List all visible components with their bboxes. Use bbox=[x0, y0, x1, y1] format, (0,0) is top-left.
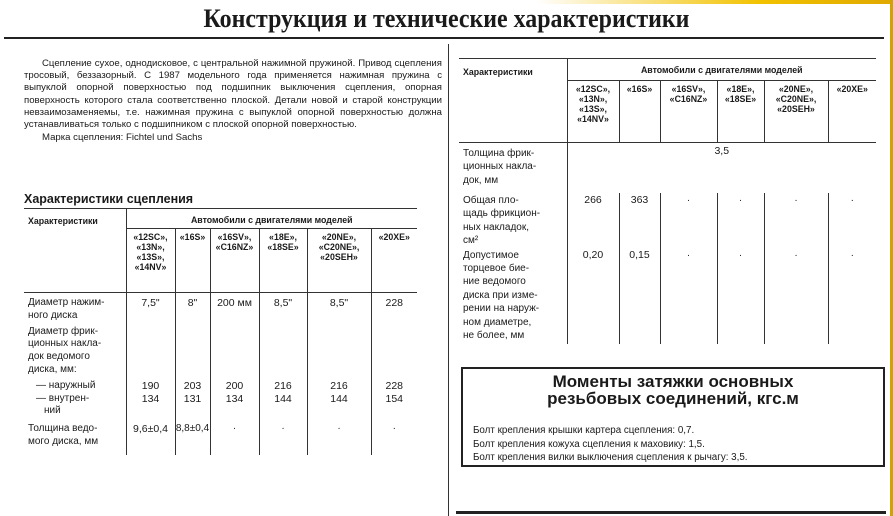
bottom-rule bbox=[456, 511, 886, 514]
torque-item: Болт крепления крышки картера сцепления: 0,7. bbox=[473, 425, 695, 436]
table-row bbox=[459, 248, 876, 345]
model-header: «20XE» bbox=[828, 81, 876, 143]
cell: · bbox=[717, 248, 764, 345]
row-label: — внутрен- ний bbox=[36, 392, 90, 417]
cell: 228 bbox=[371, 293, 417, 323]
cell: 200 мм bbox=[210, 293, 259, 323]
cell: 216 bbox=[307, 377, 371, 393]
torque-box bbox=[461, 367, 885, 467]
cell: 216 bbox=[259, 377, 307, 393]
model-header: «18E», «18SE» bbox=[717, 81, 764, 143]
clutch-table-heading: Характеристики сцепления bbox=[24, 192, 194, 206]
cell: · bbox=[210, 418, 259, 455]
col-header-characteristics: Характеристики bbox=[24, 209, 126, 293]
torque-title: Моменты затяжки основных резьбовых соединений, кгс.м bbox=[547, 372, 799, 408]
page-title: Конструкция и технические характеристики bbox=[203, 4, 690, 33]
friction-lining-table bbox=[459, 58, 876, 344]
model-header: «20NE», «C20NE», «20SEH» bbox=[307, 229, 371, 293]
cell: 190 bbox=[126, 377, 175, 393]
cell: 134 bbox=[210, 393, 259, 419]
cell: 7,5" bbox=[126, 293, 175, 323]
clutch-brand: Марка сцепления: Fichtel und Sachs bbox=[42, 132, 203, 144]
cell: 8,5" bbox=[307, 293, 371, 323]
cell: · bbox=[660, 193, 717, 248]
table-row bbox=[24, 323, 417, 377]
title-rule bbox=[4, 37, 884, 39]
cell: 3,5 bbox=[567, 143, 876, 194]
row-label: Диаметр нажим- ного диска bbox=[28, 297, 105, 321]
cell: 154 bbox=[371, 393, 417, 419]
intro-text bbox=[24, 58, 442, 144]
table-row bbox=[24, 393, 417, 419]
row-label: Диаметр фрик- ционных накла- док ведомого диска, мм: bbox=[28, 325, 102, 375]
cell: 266 bbox=[567, 193, 619, 248]
cell: · bbox=[764, 193, 828, 248]
cell: · bbox=[764, 248, 828, 345]
model-header: «20NE», «C20NE», «20SEH» bbox=[764, 81, 828, 143]
cell: 203 bbox=[175, 377, 210, 393]
clutch-characteristics-table bbox=[24, 208, 417, 455]
torque-item: Болт крепления кожуха сцепления к маховику: 1,5. bbox=[473, 438, 705, 450]
cell: 363 bbox=[619, 193, 660, 248]
cell: · bbox=[717, 193, 764, 248]
cell: · bbox=[828, 248, 876, 345]
cell: 200 bbox=[210, 377, 259, 393]
torque-list bbox=[473, 424, 748, 465]
model-header: «16SV», «C16NZ» bbox=[660, 81, 717, 143]
intro-paragraph: Сцепление сухое, однодисковое, с центральной нажимной пружиной. Привод сцепления тросовый, беззазорный. С 1987 модельного года применяется нажимная пружина с выпуклой опорной поверхностью под подшипник выключения сцепления, опорная поверхность которого стала соответственно плоской. Детали новой и старой конструкции невзаимозаменяемы, т.е. нажимная пружина с выпуклой опорной поверхностью должна устанавливаться только с подшипником с плоской опорной поверхностью. bbox=[24, 58, 442, 131]
row-label: Допустимое торцевое бие- ние ведомого диска при изме- рении на наруж- ном диаметре, не более, мм bbox=[463, 249, 540, 342]
cell: 228 bbox=[371, 377, 417, 393]
cell: 0,20 bbox=[567, 248, 619, 345]
group-header: Автомобили с двигателями моделей bbox=[126, 209, 417, 229]
model-header: «16SV», «C16NZ» bbox=[210, 229, 259, 293]
table-row bbox=[24, 418, 417, 455]
cell: 144 bbox=[259, 393, 307, 419]
model-header: «18E», «18SE» bbox=[259, 229, 307, 293]
cell: 131 bbox=[175, 393, 210, 419]
cell: 8,5" bbox=[259, 293, 307, 323]
cell: · bbox=[307, 418, 371, 455]
model-header: «12SC», «13N», «13S», «14NV» bbox=[567, 81, 619, 143]
column-divider bbox=[448, 44, 449, 516]
row-label: Толщина фрик- ционных накла- док, мм bbox=[463, 148, 537, 186]
cell: · bbox=[828, 193, 876, 248]
cell: · bbox=[259, 418, 307, 455]
table-row bbox=[459, 143, 876, 194]
cell: 9,6±0,4 bbox=[126, 418, 175, 455]
model-header: «12SC», «13N», «13S», «14NV» bbox=[126, 229, 175, 293]
table-row bbox=[459, 193, 876, 248]
model-header: «20XE» bbox=[371, 229, 417, 293]
cell: 134 bbox=[126, 393, 175, 419]
model-header: «16S» bbox=[175, 229, 210, 293]
cell: 8,8±0,4 bbox=[175, 418, 210, 455]
row-label: Толщина ведо- мого диска, мм bbox=[28, 423, 99, 447]
table-row bbox=[24, 377, 417, 393]
model-header: «16S» bbox=[619, 81, 660, 143]
row-label: — наружный bbox=[36, 379, 96, 391]
torque-item: Болт крепления вилки выключения сцепления к рычагу: 3,5. bbox=[473, 452, 748, 464]
table-row bbox=[24, 293, 417, 323]
cell: 8" bbox=[175, 293, 210, 323]
row-label: Общая пло- щадь фрикцион- ных накладок, см² bbox=[463, 195, 541, 247]
cell: 0,15 bbox=[619, 248, 660, 345]
cell: · bbox=[660, 248, 717, 345]
cell: · bbox=[371, 418, 417, 455]
cell: 144 bbox=[307, 393, 371, 419]
col-header-characteristics: Характеристики bbox=[459, 59, 567, 143]
group-header: Автомобили с двигателями моделей bbox=[567, 59, 876, 81]
